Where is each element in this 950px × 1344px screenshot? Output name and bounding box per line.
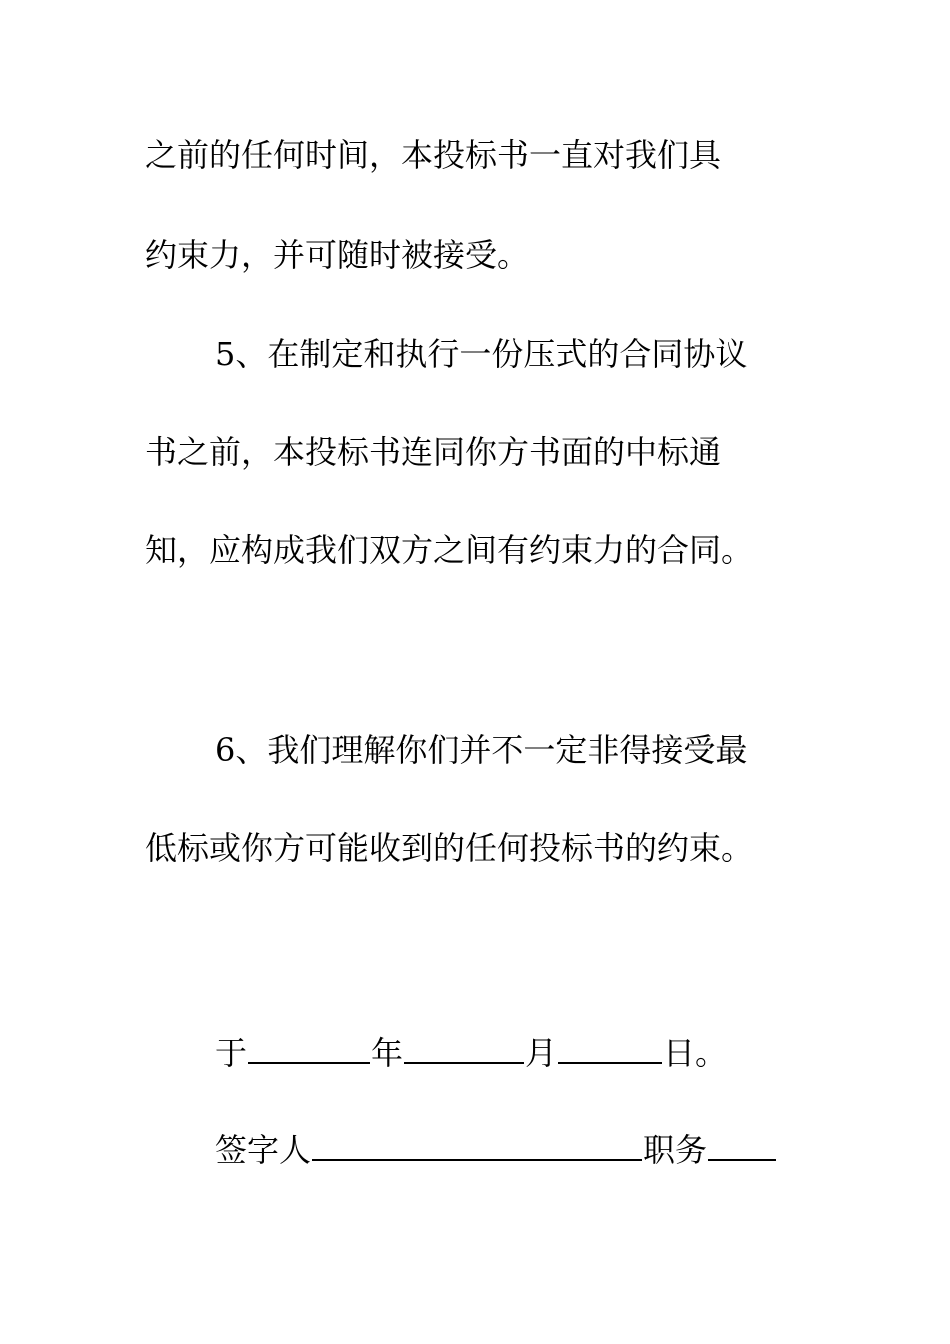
- position-blank: [708, 1127, 776, 1161]
- year-label: 年: [371, 1034, 404, 1072]
- paragraph-5-line: 书之前，本投标书连同你方书面的中标通: [145, 433, 722, 471]
- paragraph-6-line: 低标或你方可能收到的任何投标书的约束。: [145, 829, 754, 867]
- paragraph-5-line: 5、在制定和执行一份压式的合同协议: [215, 335, 748, 373]
- signature-line: [215, 1127, 875, 1170]
- month-label: 月: [525, 1034, 558, 1072]
- month-blank: [404, 1030, 524, 1064]
- date-line: [215, 1030, 875, 1073]
- paragraph-line: 约束力，并可随时被接受。: [145, 236, 530, 274]
- paragraph-line: 之前的任何时间，本投标书一直对我们具: [145, 136, 722, 174]
- year-blank: [248, 1030, 370, 1064]
- day-label: 日。: [663, 1034, 728, 1072]
- date-prefix: 于: [215, 1034, 248, 1072]
- paragraph-6-line: 6、我们理解你们并不一定非得接受最: [215, 731, 748, 769]
- position-label: 职务: [643, 1131, 708, 1169]
- day-blank: [558, 1030, 662, 1064]
- signer-label: 签字人: [215, 1131, 312, 1169]
- paragraph-5-line: 知，应构成我们双方之间有约束力的合同。: [145, 531, 754, 569]
- signer-blank: [312, 1127, 642, 1161]
